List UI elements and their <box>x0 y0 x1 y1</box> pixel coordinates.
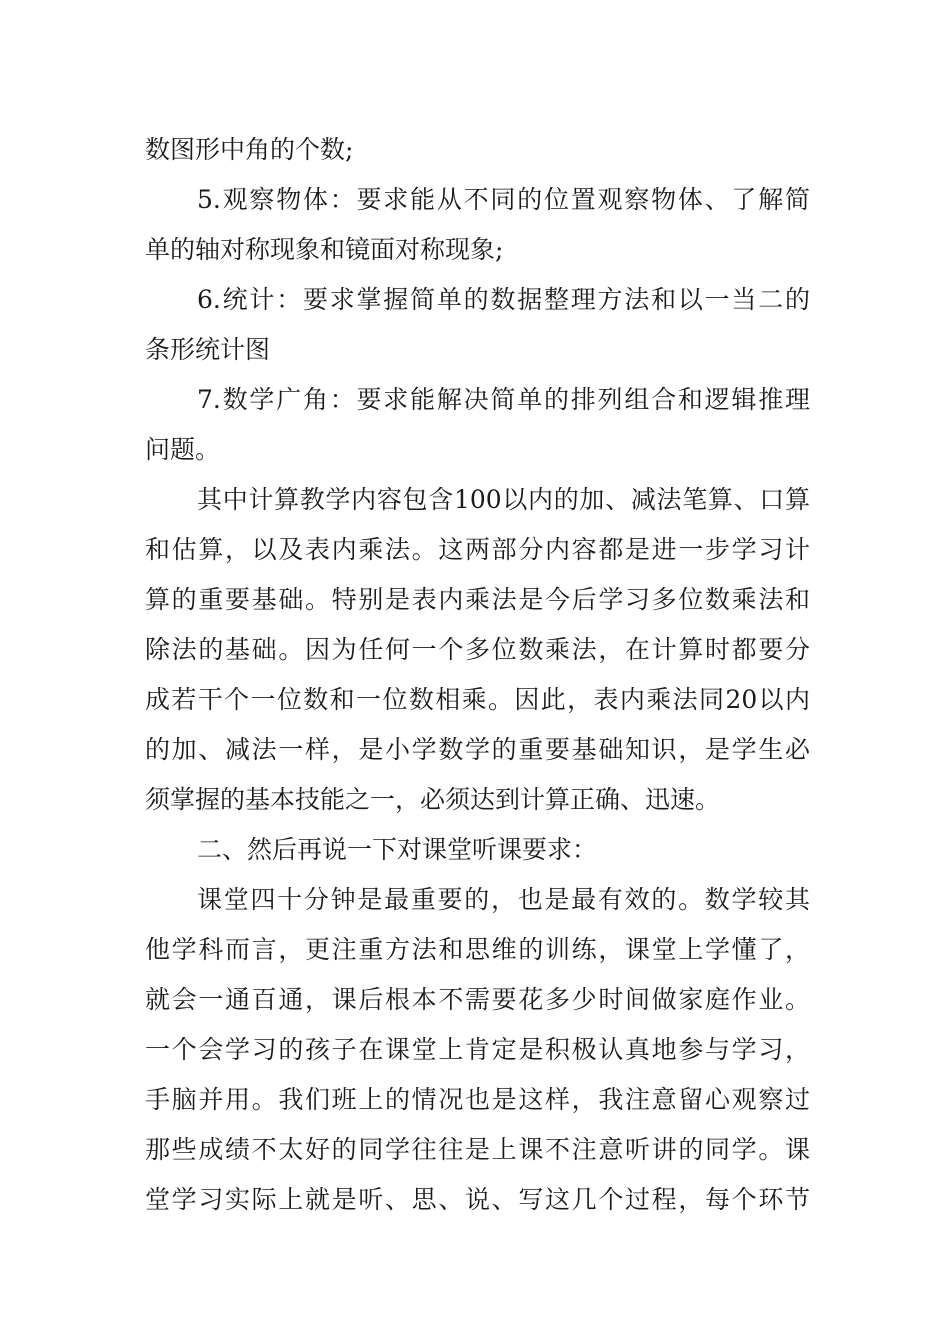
text-line: 5.观察物体：要求能从不同的位置观察物体、了解简 <box>197 185 810 214</box>
text-line: 手脑并用。我们班上的情况也是这样，我注意留心观察过 <box>145 1085 810 1114</box>
text-line: 除法的基础。因为任何一个多位数乘法，在计算时都要分 <box>145 635 810 664</box>
text-line: 和估算，以及表内乘法。这两部分内容都是进一步学习计 <box>145 535 810 564</box>
text-line: 数图形中角的个数; <box>145 135 354 164</box>
text-line: 其中计算教学内容包含100以内的加、减法笔算、口算 <box>197 485 810 514</box>
text-line: 堂学习实际上就是听、思、说、写这几个过程，每个环节 <box>145 1185 810 1214</box>
text-line: 问题。 <box>145 435 221 464</box>
text-line: 7.数学广角：要求能解决简单的排列组合和逻辑推理 <box>197 385 810 414</box>
text-line: 就会一通百通，课后根本不需要花多少时间做家庭作业。 <box>145 985 810 1014</box>
text-line: 那些成绩不太好的同学往往是上课不注意听讲的同学。课 <box>145 1135 810 1164</box>
text-line: 的加、减法一样，是小学数学的重要基础知识，是学生必 <box>145 735 810 764</box>
text-line: 算的重要基础。特别是表内乘法是今后学习多位数乘法和 <box>145 585 810 614</box>
text-line: 他学科而言，更注重方法和思维的训练，课堂上学懂了， <box>145 935 810 964</box>
text-line: 成若干个一位数和一位数相乘。因此，表内乘法同20以内 <box>145 685 810 714</box>
section-heading: 二、然后再说一下对课堂听课要求： <box>197 835 598 864</box>
text-line: 单的轴对称现象和镜面对称现象; <box>145 235 504 264</box>
text-line: 一个会学习的孩子在课堂上肯定是积极认真地参与学习， <box>145 1035 810 1064</box>
text-line: 6.统计：要求掌握简单的数据整理方法和以一当二的 <box>197 285 810 314</box>
document-body <box>145 125 810 1225</box>
text-line: 须掌握的基本技能之一，必须达到计算正确、迅速。 <box>145 785 721 814</box>
text-line: 条形统计图 <box>145 335 271 364</box>
text-line: 课堂四十分钟是最重要的，也是最有效的。数学较其 <box>197 885 810 914</box>
